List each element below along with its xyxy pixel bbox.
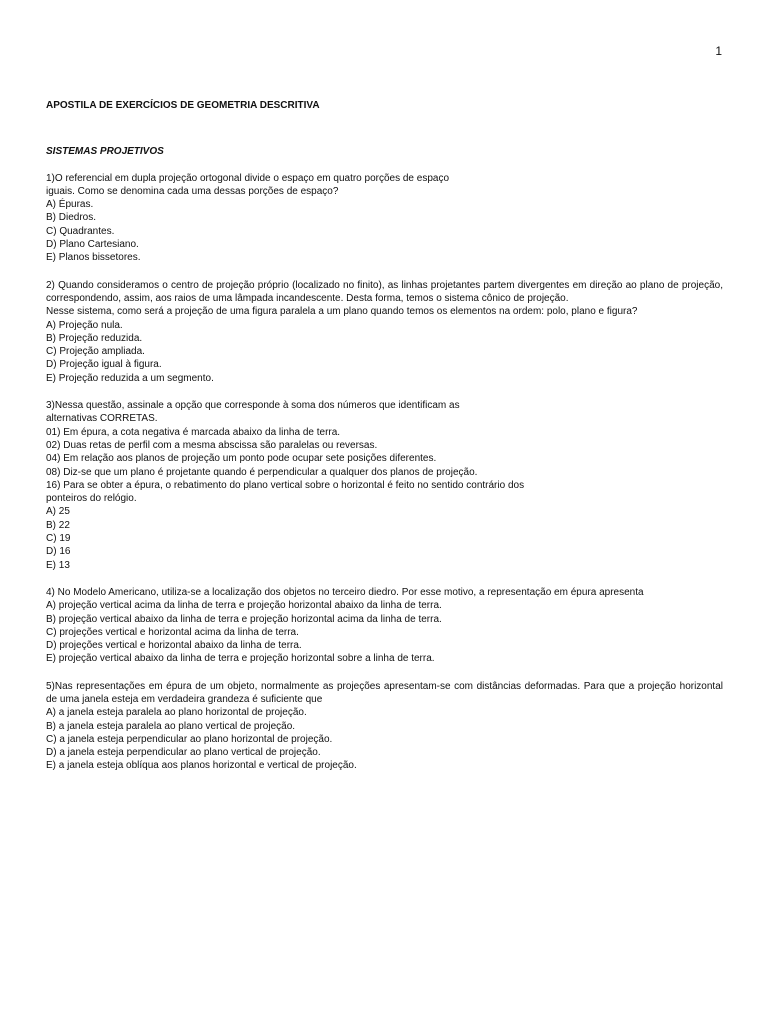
question-2-stem: 2) Quando consideramos o centro de projeção próprio (localizado no finito), as linhas projetantes partem divergentes em direção ao plano de projeção, correspondendo, assim, aos raios de uma lâmpada incandescente. Desta forma, temos o sistema cônico de projeção. [46, 279, 723, 304]
question-3-option-c: C) 19 [46, 533, 71, 545]
question-1-option-b: B) Diedros. [46, 212, 97, 224]
document-title: APOSTILA DE EXERCÍCIOS DE GEOMETRIA DESCRITIVA [46, 100, 320, 111]
question-5-option-a: A) a janela esteja paralela ao plano horizontal de projeção. [46, 707, 307, 719]
question-2-stem-question: Nesse sistema, como será a projeção de uma figura paralela a um plano quando temos os elementos na ordem: polo, plano e figura? [46, 306, 638, 318]
question-5-option-d: D) a janela esteja perpendicular ao plano vertical de projeção. [46, 747, 321, 759]
question-3-item-16-cont: ponteiros do relógio. [46, 493, 137, 505]
question-4-stem: 4) No Modelo Americano, utiliza-se a localização dos objetos no terceiro diedro. Por esse motivo, a representação em épura apresenta [46, 586, 644, 598]
question-3-item-04: 04) Em relação aos planos de projeção um ponto pode ocupar sete posições diferentes. [46, 453, 437, 465]
question-5-stem: 5)Nas representações em épura de um objeto, normalmente as projeções apresentam-se com distâncias deformadas. Para que a projeção horizontal de uma janela esteja em verdadeira grandeza é suficiente que [46, 680, 723, 705]
question-2-option-a: A) Projeção nula. [46, 319, 123, 331]
question-1-stem-line: iguais. Como se denomina cada uma dessas porções de espaço? [46, 185, 339, 197]
question-3-item-16: 16) Para se obter a épura, o rebatimento do plano vertical sobre o horizontal é feito no sentido contrário dos [46, 479, 525, 491]
question-3-item-01: 01) Em épura, a cota negativa é marcada abaixo da linha de terra. [46, 426, 341, 438]
question-5 [46, 680, 723, 773]
question-3-stem-line: 3)Nessa questão, assinale a opção que corresponde à soma dos números que identificam as [46, 400, 460, 412]
question-1-option-d: D) Plano Cartesiano. [46, 239, 139, 251]
document-content [46, 99, 723, 773]
question-2 [46, 279, 723, 385]
question-3-option-a: A) 25 [46, 506, 70, 518]
question-3-option-e: E) 13 [46, 559, 70, 571]
question-2-option-c: C) Projeção ampliada. [46, 346, 145, 358]
question-1-option-c: C) Quadrantes. [46, 225, 115, 237]
question-3-item-02: 02) Duas retas de perfil com a mesma abscissa são paralelas ou reversas. [46, 439, 378, 451]
question-3-item-08: 08) Diz-se que um plano é projetante quando é perpendicular a qualquer dos planos de projeção. [46, 466, 478, 478]
question-2-option-d: D) Projeção igual à figura. [46, 359, 162, 371]
question-1-stem-line: 1)O referencial em dupla projeção ortogonal divide o espaço em quatro porções de espaço [46, 172, 450, 184]
question-4-option-a: A) projeção vertical acima da linha de terra e projeção horizontal abaixo da linha de terra. [46, 600, 442, 612]
question-1 [46, 172, 723, 265]
question-3-option-b: B) 22 [46, 519, 70, 531]
question-3 [46, 399, 723, 572]
question-1-option-a: A) Épuras. [46, 199, 94, 211]
question-2-option-e: E) Projeção reduzida a um segmento. [46, 372, 214, 384]
question-4-option-c: C) projeções vertical e horizontal acima da linha de terra. [46, 626, 299, 638]
page-number: 1 [715, 44, 722, 58]
question-2-option-b: B) Projeção reduzida. [46, 332, 143, 344]
question-1-option-e: E) Planos bissetores. [46, 252, 141, 264]
question-5-option-c: C) a janela esteja perpendicular ao plano horizontal de projeção. [46, 733, 333, 745]
section-heading: SISTEMAS PROJETIVOS [46, 146, 164, 158]
question-5-option-b: B) a janela esteja paralela ao plano vertical de projeção. [46, 720, 296, 732]
question-4-option-b: B) projeção vertical abaixo da linha de terra e projeção horizontal acima da linha de terra. [46, 613, 442, 625]
question-3-stem-line: alternativas CORRETAS. [46, 413, 158, 425]
question-5-option-e: E) a janela esteja oblíqua aos planos horizontal e vertical de projeção. [46, 760, 357, 772]
question-4-option-d: D) projeções vertical e horizontal abaixo da linha de terra. [46, 640, 302, 652]
question-4 [46, 586, 723, 666]
question-3-option-d: D) 16 [46, 546, 71, 558]
question-4-option-e: E) projeção vertical abaixo da linha de terra e projeção horizontal sobre a linha de terra. [46, 653, 435, 665]
